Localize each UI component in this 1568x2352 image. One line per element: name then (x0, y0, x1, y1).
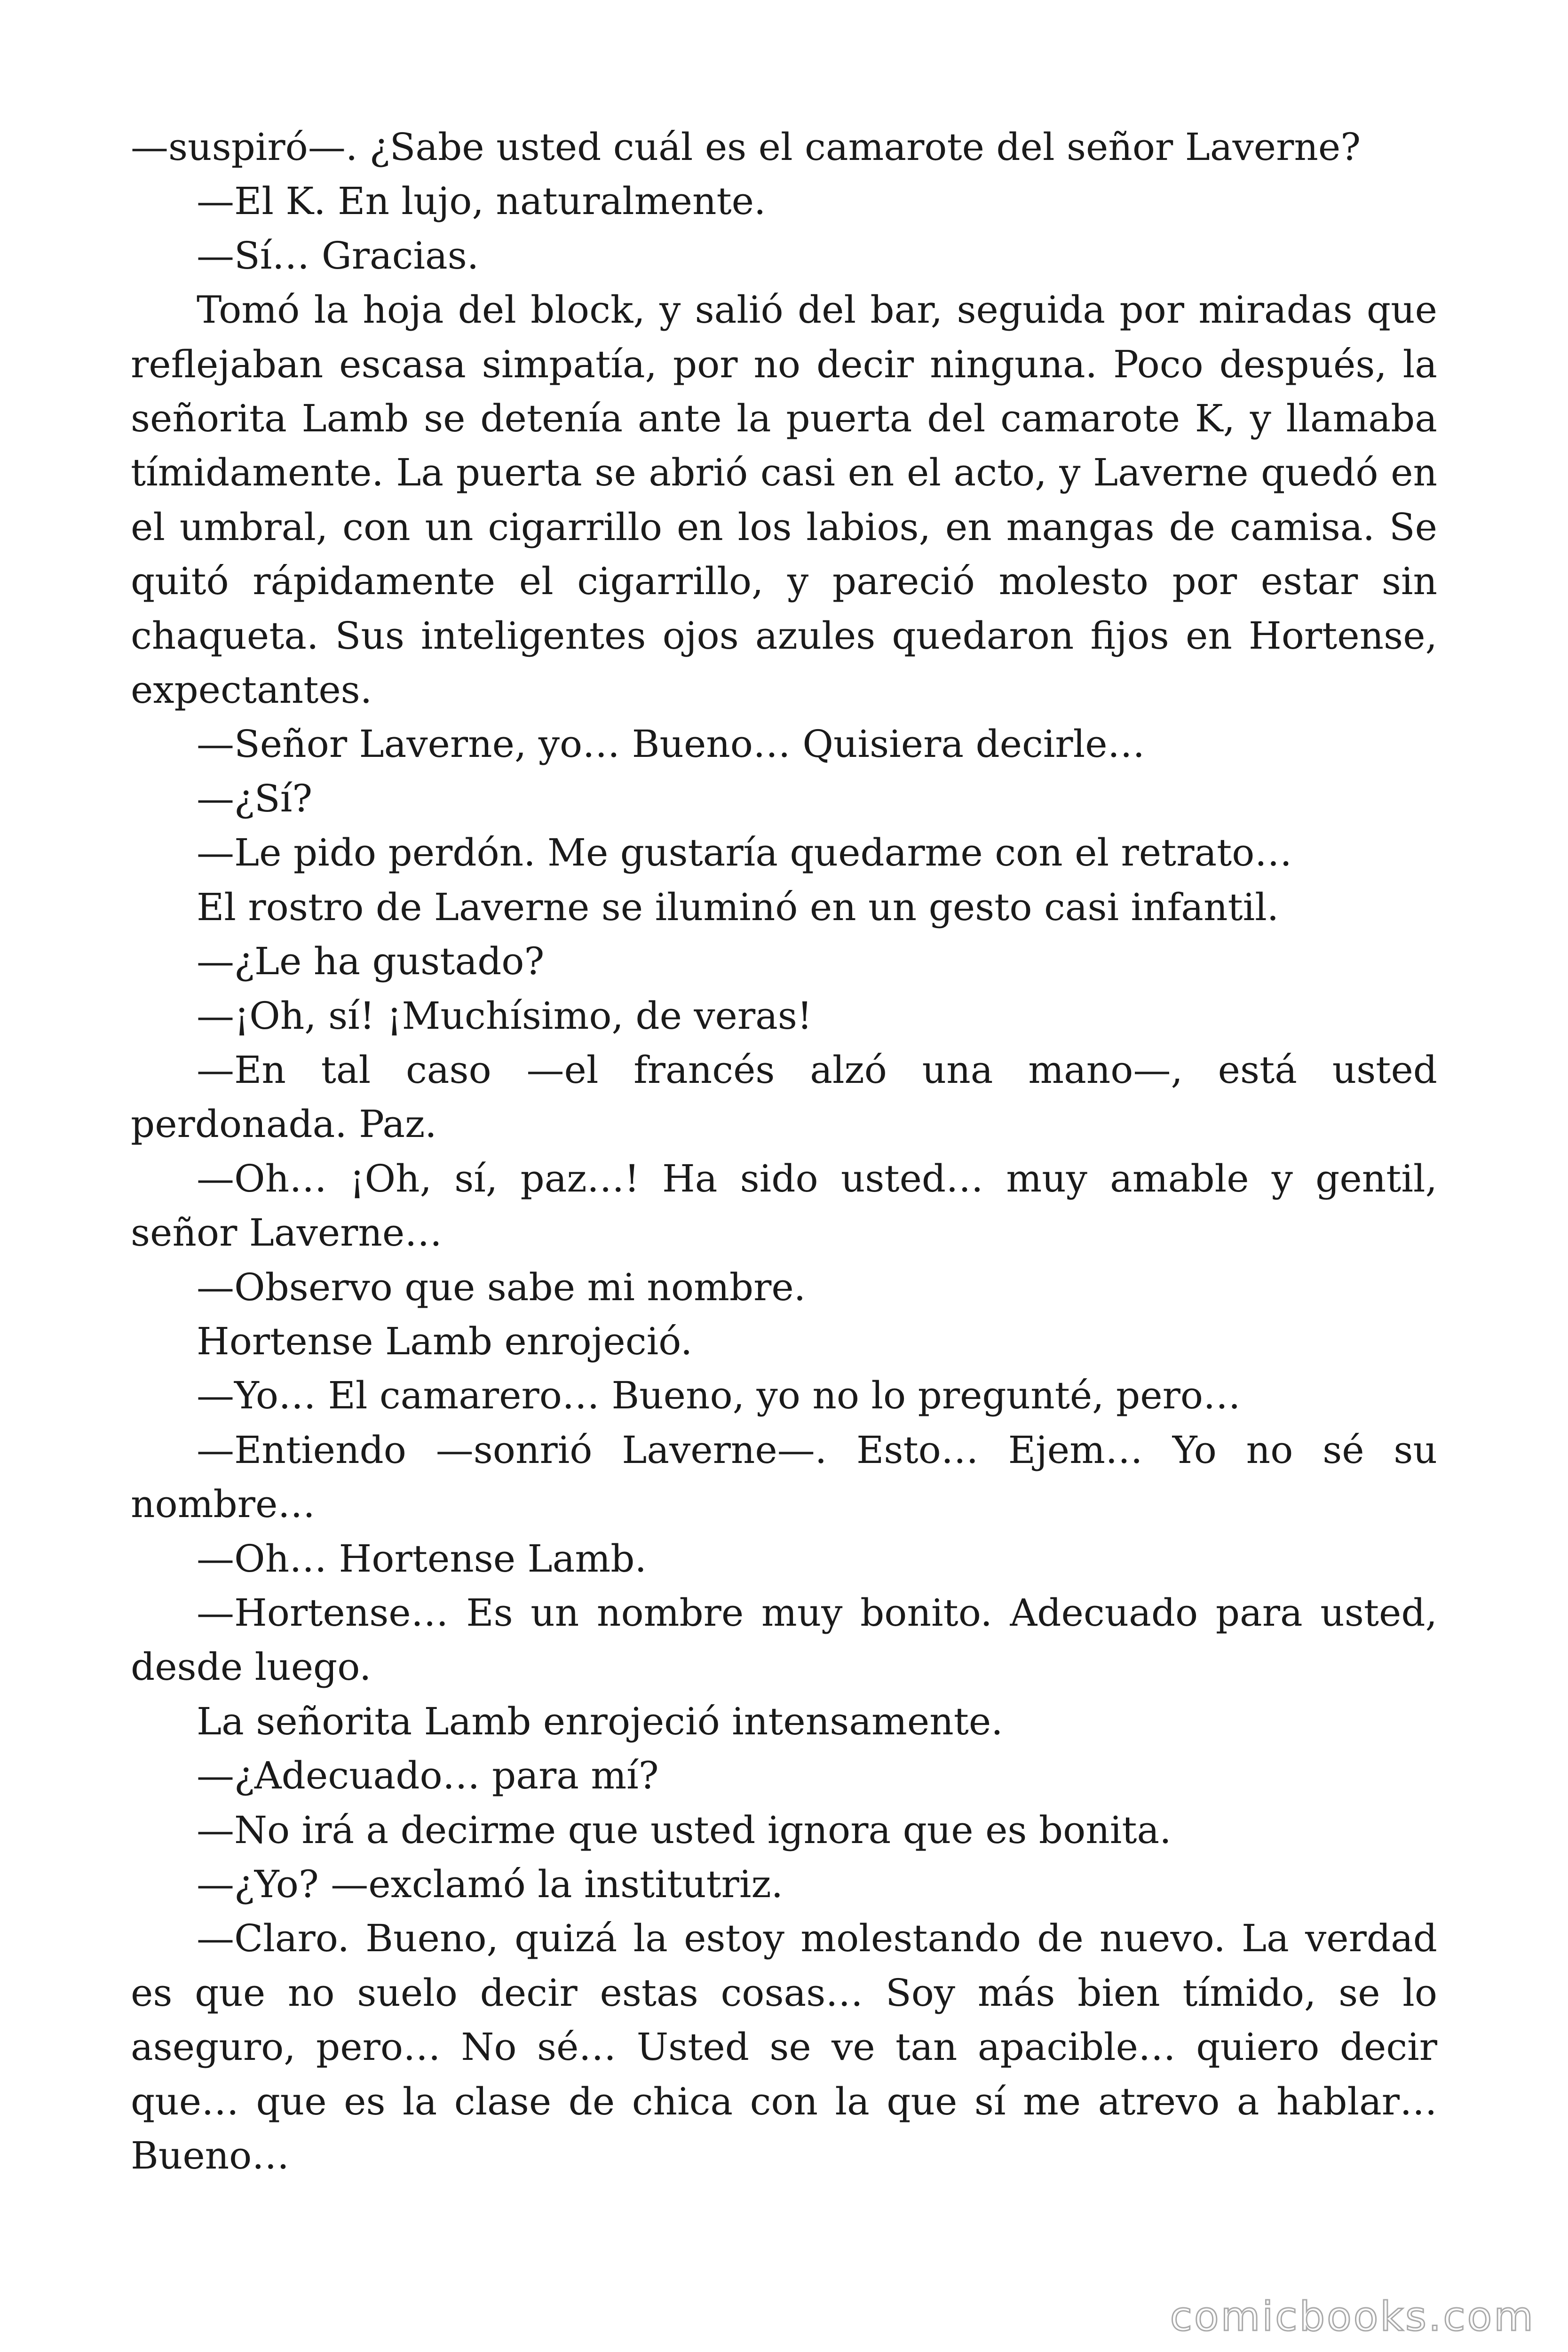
paragraph: —Hortense… Es un nombre muy bonito. Adecuado para usted, desde luego. (131, 1590, 1437, 1689)
paragraph: —Sí… Gracias. (197, 233, 479, 278)
paragraph: —Oh… Hortense Lamb. (197, 1536, 647, 1581)
paragraph: —Oh… ¡Oh, sí, paz…! Ha sido usted… muy amable y gentil, señor Laverne… (131, 1156, 1437, 1255)
paragraph: —El K. En lujo, naturalmente. (197, 179, 766, 223)
paragraph: —¡Oh, sí! ¡Muchísimo, de veras! (197, 993, 813, 1038)
paragraph: —suspiró—. ¿Sabe usted cuál es el camarote del señor Laverne? (131, 125, 1361, 169)
paragraph: —Entiendo —sonrió Laverne—. Esto… Ejem… Yo no sé su nombre… (131, 1428, 1437, 1526)
paragraph: La señorita Lamb enrojeció intensamente. (197, 1699, 1003, 1743)
watermark: comicbooks.com (1170, 2293, 1535, 2340)
paragraph: El rostro de Laverne se iluminó en un gesto casi infantil. (197, 885, 1279, 929)
paragraph: Hortense Lamb enrojeció. (197, 1319, 693, 1363)
paragraph: —Le pido perdón. Me gustaría quedarme con el retrato… (197, 831, 1292, 875)
paragraph: —Claro. Bueno, quizá la estoy molestando de nuevo. La verdad es que no suelo decir estas cosas… Soy más bien tímido, se lo aseguro, pero… No sé… Usted se ve tan apacible… quiero decir que… que es la clase de chica con la que sí me atrevo a hablar… Bueno… (131, 1916, 1437, 2178)
body-text (131, 120, 1437, 2183)
paragraph: —¿Le ha gustado? (197, 939, 545, 984)
paragraph: —Yo… El camarero… Bueno, yo no lo pregunté, pero… (197, 1374, 1241, 1418)
paragraph: —¿Yo? —exclamó la institutriz. (197, 1862, 784, 1906)
paragraph: —En tal caso —el francés alzó una mano—, está usted perdonada. Paz. (131, 1048, 1437, 1146)
paragraph: —Observo que sabe mi nombre. (197, 1265, 806, 1309)
paragraph: —No irá a decirme que usted ignora que es bonita. (197, 1808, 1172, 1852)
paragraph: —¿Adecuado… para mí? (197, 1754, 659, 1798)
paragraph: —¿Sí? (197, 776, 313, 820)
paragraph: Tomó la hoja del block, y salió del bar, seguida por miradas que reflejaban escasa simpatía, por no decir ninguna. Poco después, la señorita Lamb se detenía ante la puerta del camarote K, y llamaba tímidamente. La puerta se abrió casi en el acto, y Laverne quedó en el umbral, con un cigarrillo en los labios, en mangas de camisa. Se quitó rápidamente el cigarrillo, y pareció molesto por estar sin chaqueta. Sus inteligentes ojos azules quedaron fijos en Hortense, expectantes. (131, 288, 1437, 712)
paragraph: —Señor Laverne, yo… Bueno… Quisiera decirle… (197, 722, 1145, 766)
